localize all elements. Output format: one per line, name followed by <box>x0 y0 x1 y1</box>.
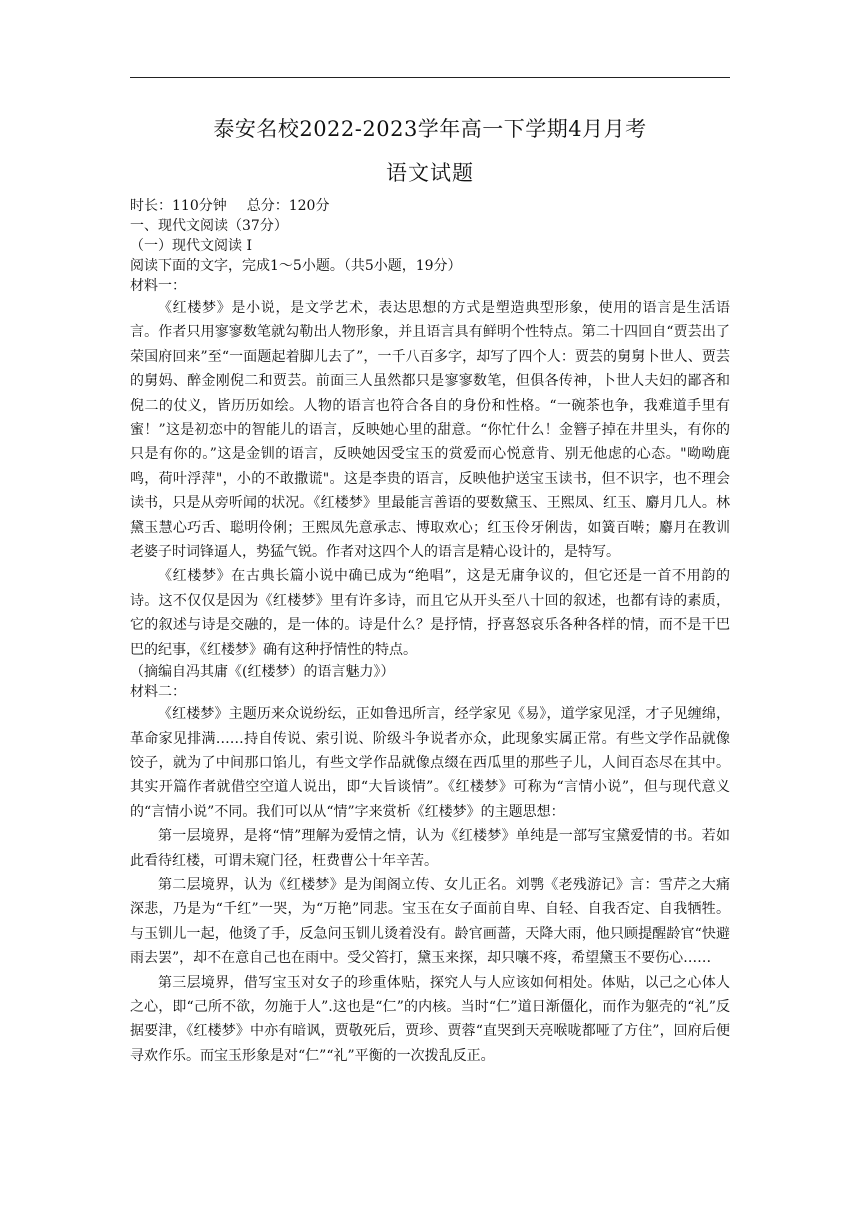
exam-total-score: 总分：120分 <box>246 198 330 214</box>
material2-paragraph: 第二层境界，认为《红楼梦》是为闺阁立传、女儿正名。刘鹗《老残游记》言：雪芹之大痛深悲，乃是为“千红”一哭，为“万艳”同悲。宝玉在女子面前自卑、自轻、自我否定、自我牺牲。与玉钏儿一起，他烫了手，反急问玉钏儿烫着没有。龄官画蔷，天降大雨，他只顾提醒龄官“快避雨去罢”，却不在意自己也在雨中。受父笞打，黛玉来探，却只嚷不疼，希望黛玉不要伤心…… <box>130 876 730 967</box>
material2-label: 材料二： <box>130 684 186 701</box>
material2-paragraph: 第一层境界，是将“情”理解为爱情之情，认为《红楼梦》单纯是一部写宝黛爱情的书。若如此看待红楼，可谓未窥门径，枉费曹公十年辛苦。 <box>130 828 730 869</box>
material1-source: （摘编自冯其庸《(红楼梦）的语言魅力》） <box>130 664 395 681</box>
exam-subtitle: 语文试题 <box>386 161 474 185</box>
material1-label: 材料一： <box>130 278 186 294</box>
material1-paragraph: 《红楼梦》是小说，是文学艺术，表达思想的方式是塑造典型形象，使用的语言是生活语言。作者只用寥寥数笔就勾勒出人物形象，并且语言具有鲜明个性特点。第二十四回自“贾芸出了荣国府回来”至“一面题起着脚儿去了”，一千八百多字，却写了四个人：贾芸的舅舅卜世人、贾芸的舅妈、醉金刚倪二和贾芸。前面三人虽然都只是寥寥数笔，但俱各传神，卜世人夫妇的鄙吝和倪二的仗义，皆历历如绘。人物的语言也符合各自的身份和性格。“一碗茶也争，我难道手里有蜜！”这是初恋中的智能儿的语言，反映她心里的甜意。“你忙什么！金簪子掉在井里头，有你的只是有你的。”这是金钏的语言，反映她因受宝玉的赏爱而心悦意肯、别无他虑的心态。"呦呦鹿鸣，荷叶浮萍"，小的不敢撒谎"。这是李贵的语言，反映他护送宝玉读书，但不识字，也不理会读书，只是从旁听闻的状况。《红楼梦》里最能言善语的要数黛玉、王熙凤、红玉、麝月几人。林黛玉慧心巧舌、聪明伶俐；王熙凤先意承志、博取欢心；红玉伶牙俐齿，如簧百啭；麝月在教训老婆子时词锋逼人，势猛气锐。作者对这四个人的语言是精心设计的，是特写。 <box>130 300 730 561</box>
material2-paragraph: 第三层境界，借写宝玉对女子的珍重体贴，探究人与人应该如何相处。体贴，以己之心体人之心，即“己所不欲，勿施于人”.这也是“仁”的内核。当时“仁”道日渐僵化，而作为躯壳的“礼”反据要津，《红楼梦》中亦有暗讽，贾敬死后，贾珍、贾蓉“直哭到天亮喉咙都哑了方住”，回府后便寻欢作乐。而宝玉形象是对“仁”“礼”平衡的一次拨乱反正。 <box>130 974 730 1064</box>
document-body <box>130 196 730 1068</box>
sub-section-heading: （一）现代文阅读 I <box>130 238 252 254</box>
exam-duration: 时长：110分钟 <box>130 198 227 214</box>
material1-paragraph: 《红楼梦》在古典长篇小说中确已成为“绝唱”，这是无庸争议的，但它还是一首不用韵的诗。这不仅仅是因为《红楼梦》里有许多诗，而且它从开头至八十回的叙述，也都有诗的素质，它的叙述与诗是交融的，是一体的。诗是什么？是抒情，抒喜怒哀乐各种各样的情，而不是干巴巴的纪事，《红楼梦》确有这种抒情性的特点。 <box>130 568 730 658</box>
exam-title: 泰安名校2022-2023学年高一下学期4月月考 <box>213 117 647 141</box>
exam-info <box>130 196 730 216</box>
section-heading: 一、现代文阅读（37分） <box>130 218 288 234</box>
reading-instruction: 阅读下面的文字，完成1～5小题。（共5小题，19分） <box>130 258 462 274</box>
header-rule <box>130 77 730 78</box>
material2-paragraph: 《红楼梦》主题历来众说纷纭，正如鲁迅所言，经学家见《易》，道学家见淫，才子见缠绵，革命家见排满……持自传说、索引说、阶级斗争说者亦众，此现象实属正常。有些文学作品就像饺子，就为了中间那口馅儿，有些文学作品就像点缀在西瓜里的那些子儿，人间百态尽在其中。其实开篇作者就借空空道人说出，即“大旨谈情”。《红楼梦》可称为“言情小说”，但与现代意义的“言情小说”不同。我们可以从“情”字来赏析《红楼梦》的主题思想： <box>130 706 730 820</box>
